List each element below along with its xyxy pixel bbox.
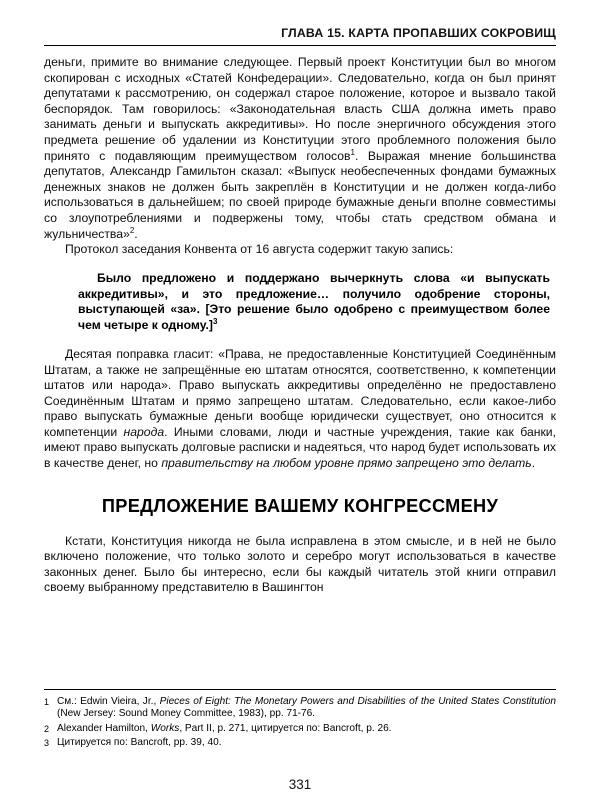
page-number: 331: [288, 777, 312, 792]
paragraph-1-continued: . Выражая мнение большинства депутатов, Александр Гамильтон сказал: «Выпуск необеспеченных фондами бумажных денежных знаков не должен быть закреплён в Конституции и не должен когда-либо использоваться в дальнейшем; по своей природе бумажные деньги вполне совместимы со злоупотреблениями и подвержены тому, чтобы стать средством обмана и жульничества»: [44, 148, 556, 241]
footnote-ref-2[interactable]: 2: [129, 225, 135, 235]
footnote-item: [44, 696, 556, 721]
blockquote: [44, 271, 556, 334]
footnote-prefix: Цитируется по: Bancroft, pp. 39, 40.: [57, 737, 222, 749]
footnote-divider: [44, 689, 556, 690]
paragraph-4: Кстати, Конституция никогда не была исправлена в этом смысле, и в ней не было включено положение, что только золото и серебро могут использоваться в качестве законных денег. Было бы интересно, если бы каждый читатель этой книги отправил своему выбранному представителю в Вашингтон: [44, 533, 556, 595]
footnote-text: [57, 696, 556, 721]
footnotes-block: [44, 689, 556, 752]
footnote-prefix: См.: Edwin Vieira, Jr.,: [57, 695, 160, 707]
footnote-text: [57, 737, 556, 750]
footnote-item: [44, 723, 556, 736]
paragraph-1-end: .: [134, 226, 138, 241]
footnote-number: 1: [44, 696, 50, 707]
paragraph-1: [44, 55, 556, 242]
footnote-suffix: , Part II, p. 271, цитируется по: Bancroft, p. 26.: [179, 722, 392, 734]
footnote-suffix: (New Jersey: Sound Money Committee, 1983), pp. 71-76.: [57, 708, 316, 720]
footnote-text: [57, 723, 556, 736]
footnote-ref-3[interactable]: 3: [212, 317, 218, 327]
footnote-number: 3: [44, 738, 50, 749]
footnote-prefix: Alexander Hamilton,: [57, 722, 151, 734]
paragraph-3-continued: . Иными словами, люди и частные учреждения, такие как банки, имеют право выпускать долговые расписки и надеяться, что народ будет использовать их в качестве денег, но: [44, 424, 557, 471]
paragraph-3: [44, 347, 556, 472]
section-title: ПРЕДЛОЖЕНИЕ ВАШЕМУ КОНГРЕССМЕНУ: [101, 495, 499, 516]
running-head: ГЛАВА 15. КАРТА ПРОПАВШИХ СОКРОВИЩ: [281, 26, 556, 40]
paragraph-3-text: Десятая поправка гласит: «Права, не предоставленные Конституцией Соединённым Штатам, а также не запрещённые ею штатам относятся, соответственно, к компетенции штатов или народа». Право выпускать аккредитивы определённо не предоставлено Соединённым Штатам и прямо запрещено штатам. Следовательно, если какое-либо право выпускать бумажные деньги вообще юридически существует, оно относится к компетенции: [44, 346, 556, 439]
footnote-title: Pieces of Eight: The Monetary Powers and Disabilities of the United States Constitution: [159, 695, 556, 707]
paragraph-3-emphasis-2: правительству на любом уровне прямо запрещено это делать: [161, 456, 532, 471]
footnote-number: 2: [44, 723, 50, 734]
footnote-ref-1[interactable]: 1: [350, 147, 355, 157]
footnote-title: Works: [150, 722, 180, 734]
paragraph-3-emphasis-1: народа: [123, 424, 165, 439]
paragraph-3-end: .: [531, 456, 536, 471]
paragraph-1-text: деньги, примите во внимание следующее. Первый проект Конституции был во многом скопирован с исходных «Статей Конфедерации». Следовательно, когда он был принят депутатами к рассмотрению, он содержал старое положение, которое и вызвало такой беспорядок. Там говорилось: «Законодательная власть США должна иметь право занимать деньги и выпускать аккредитивы». Но после энергичного обсуждения этого предмета решение об удалении из Конституции этого проблемного положения было принято с подавляющим преимуществом голосов: [44, 55, 556, 163]
blockquote-text: [78, 271, 550, 334]
header-divider: [44, 45, 556, 46]
paragraph-2: Протокол заседания Конвента от 16 августа содержит такую запись:: [65, 242, 454, 257]
document-page: [0, 26, 600, 808]
blockquote-body: Было предложено и поддержано вычеркнуть слова «и выпускать аккредитивы», и это предложение… получило одобрение стороны, выступающей «за». [Это решение было одобрено с преимуществом более чем четыре к одному.]: [78, 270, 550, 333]
footnote-item: [44, 737, 556, 750]
